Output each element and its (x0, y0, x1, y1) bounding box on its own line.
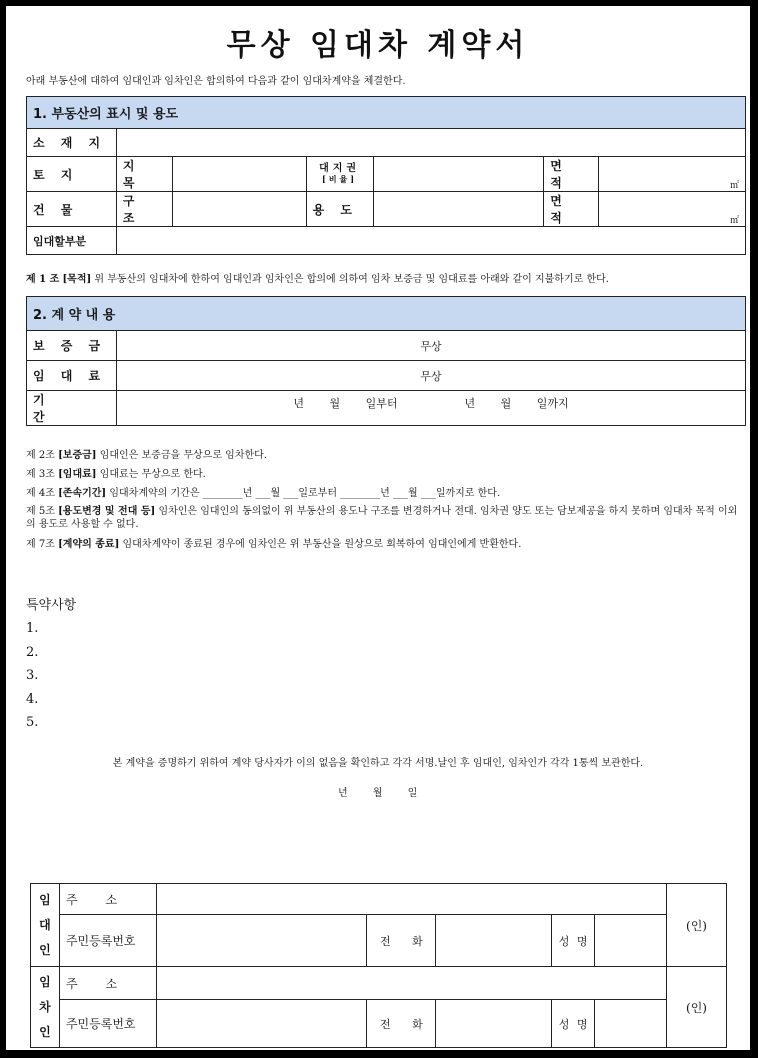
location-field[interactable] (116, 129, 745, 157)
land-right-label: 대지권 [비율] (306, 157, 373, 192)
signing-date[interactable]: 년 월 일 (338, 788, 418, 799)
lessor-seal[interactable]: (인) (667, 884, 727, 967)
special-term-item[interactable]: 1. (26, 621, 39, 636)
leased-portion-label: 임대할부분 (27, 227, 117, 255)
lessor-label: 임 대 인 (31, 884, 60, 967)
lessor-id-label: 주민등록번호 (59, 915, 156, 967)
lessor-name-label: 성 명 (552, 915, 595, 967)
lessor-id-field[interactable] (156, 915, 367, 967)
building-area-label: 면 적 (544, 192, 599, 227)
lessor-address-label: 주소 (59, 884, 156, 915)
special-term-item[interactable]: 2. (26, 644, 39, 660)
article2: 제 2조 [보증금] 임대인은 보증금을 무상으로 임차한다. (26, 450, 267, 461)
property-table (26, 96, 746, 255)
special-term-item[interactable]: 5. (26, 715, 39, 730)
rent-label: 임 대 료 (27, 361, 117, 391)
period-value[interactable]: 년 월 일부터 년 월 일까지 (116, 391, 745, 426)
special-terms-title: 특약사항 (26, 598, 77, 613)
document-title: 무상 임대차 계약서 (226, 28, 530, 63)
rent-value[interactable]: 무상 (116, 361, 745, 391)
section2-header: 2. 계 약 내 용 (27, 297, 746, 331)
period-label: 기간 (27, 391, 117, 426)
location-label: 소 재 지 (27, 129, 117, 157)
lessee-name-field[interactable] (595, 1000, 667, 1048)
land-category-label: 지 목 (116, 157, 172, 192)
articles-list (26, 446, 746, 554)
lessee-id-label: 주민등록번호 (59, 1000, 156, 1048)
article4: 제 4조 [존속기간] 임대차계약의 기간은 ________년 ___월 ___일로부터 ________년 ___월 ___일까지로 한다. (26, 488, 501, 499)
special-term-item[interactable]: 4. (26, 691, 39, 707)
contract-page (6, 6, 750, 1050)
article7: 제 7조 [계약의 종료] 임대차계약이 종료된 경우에 임차인은 위 부동산을 원상으로 회복하여 임대인에게 반환한다. (26, 539, 522, 550)
usage-field[interactable] (373, 192, 544, 227)
parties-table (30, 883, 727, 1048)
lessee-seal[interactable]: (인) (667, 967, 727, 1048)
lessor-phone-field[interactable] (436, 915, 552, 967)
usage-label: 용 도 (306, 192, 373, 227)
article5: 제 5조 [용도변경 및 전대 등] 임차인은 임대인의 동의없이 위 부동산의 용도나 구조를 변경하거나 전대. 임차권 양도 또는 담보제공을 하지 못하며 임대차 목적 이외의 용도로 사용할 수 없다. (26, 506, 738, 530)
land-area-label: 면 적 (544, 157, 599, 192)
building-area-field[interactable]: ㎡ (599, 192, 746, 227)
special-terms (26, 594, 76, 735)
lessee-label: 임 차 인 (31, 967, 60, 1048)
article3: 제 3조 [임대료] 임대료는 무상으로 한다. (26, 469, 206, 480)
lessee-address-field[interactable] (156, 967, 666, 1000)
lessee-id-field[interactable] (156, 1000, 367, 1048)
lessee-phone-field[interactable] (436, 1000, 552, 1048)
article1: 제 1 조 [목적] 위 부동산의 임대차에 한하여 임대인과 임차인은 합의에 의하여 임차 보증금 및 임대료를 아래와 같이 지불하기로 한다. (26, 274, 609, 285)
land-right-field[interactable] (373, 157, 544, 192)
lessee-phone-label: 전 화 (367, 1000, 436, 1048)
lessee-address-label: 주소 (59, 967, 156, 1000)
land-area-field[interactable]: ㎡ (599, 157, 746, 192)
land-category-field[interactable] (172, 157, 306, 192)
deposit-label: 보 증 금 (27, 331, 117, 361)
structure-field[interactable] (172, 192, 306, 227)
section1-header: 1. 부동산의 표시 및 용도 (27, 97, 746, 129)
structure-label: 구 조 (116, 192, 172, 227)
lessee-name-label: 성 명 (552, 1000, 595, 1048)
closing-statement: 본 계약을 증명하기 위하여 계약 당사자가 이의 없음을 확인하고 각각 서명.날인 후 임대인, 임차인가 각각 1통씩 보관한다. (112, 758, 644, 769)
special-term-item[interactable]: 3. (26, 668, 39, 683)
leased-portion-field[interactable] (116, 227, 745, 255)
building-label: 건 물 (27, 192, 117, 227)
terms-table (26, 296, 746, 426)
lessor-phone-label: 전 화 (367, 915, 436, 967)
lessor-name-field[interactable] (595, 915, 667, 967)
land-label: 토 지 (27, 157, 117, 192)
deposit-value[interactable]: 무상 (116, 331, 745, 361)
intro-text: 아래 부동산에 대하여 임대인과 임차인은 합의하여 다음과 같이 임대차계약을 체결한다. (26, 76, 406, 87)
lessor-address-field[interactable] (156, 884, 666, 915)
